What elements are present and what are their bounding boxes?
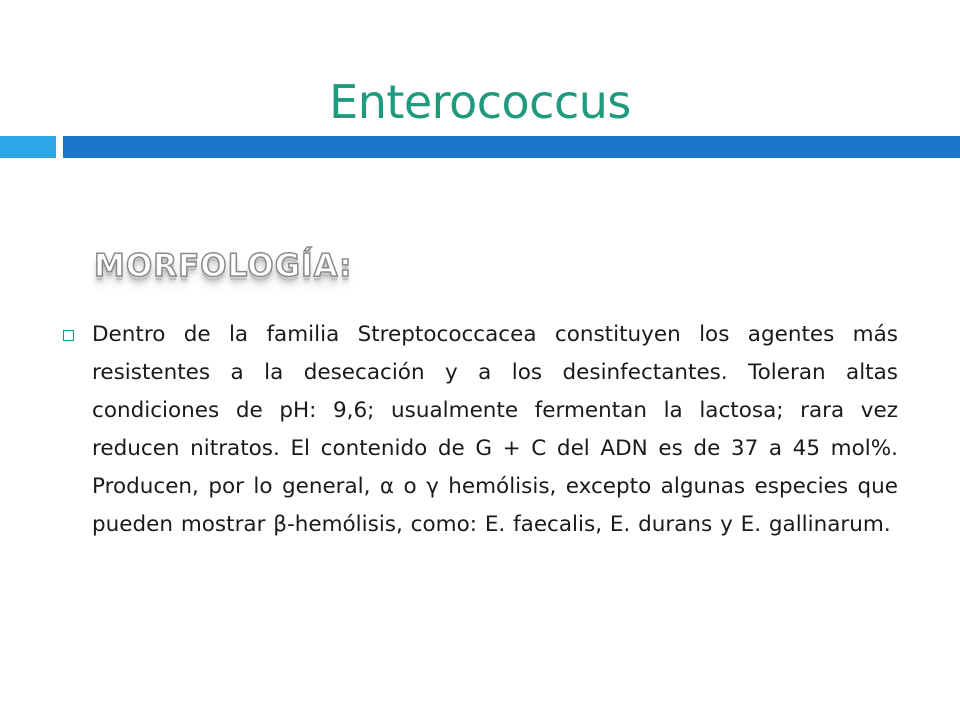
title-accent-bar-main [63, 136, 960, 158]
title-accent-bar-left [0, 136, 56, 158]
section-heading: MORFOLOGÍA: [94, 248, 353, 284]
body-paragraph: Dentro de la familia Streptococcacea constituyen los agentes más resistentes a la desecación y a los desinfectantes. Toleran altas condiciones de pH: 9,6; usualmente fermentan la lactosa; rara vez reducen nitratos. El contenido de G + C del ADN es de 37 a 45 mol%. Producen, por lo general, α o γ hemólisis, excepto algunas especies que pueden mostrar β-hemólisis, como: E. faecalis, E. durans y E. gallinarum. [92, 322, 898, 537]
slide-title: Enterococcus [329, 75, 631, 129]
hollow-square-bullet-icon [63, 330, 74, 341]
